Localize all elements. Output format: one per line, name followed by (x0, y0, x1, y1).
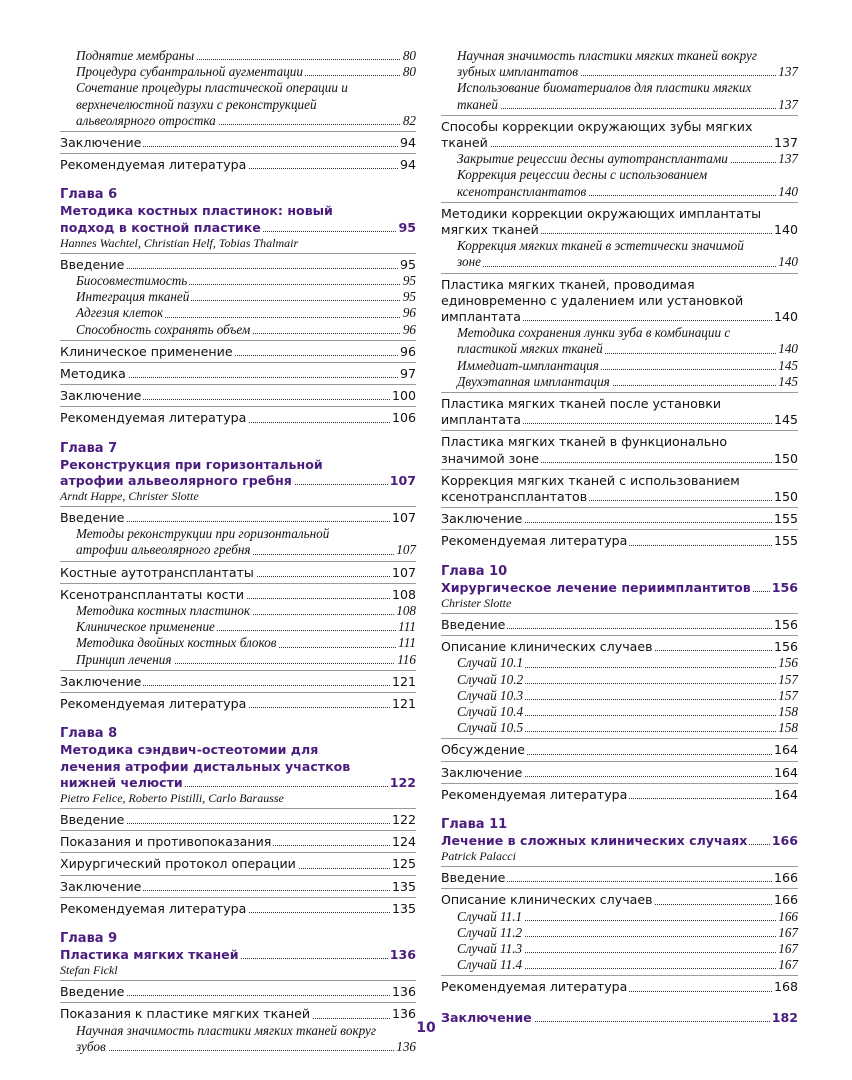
divider (441, 635, 798, 636)
toc-entry[interactable] (441, 533, 798, 549)
toc-entry-title: Пластика мягких тканей в функционально значимой зоне (441, 434, 728, 466)
toc-entry-page: 122 (391, 811, 416, 827)
toc-entry-page: 95 (402, 273, 416, 289)
toc-entry-title: Биосовместимость (76, 273, 188, 289)
divider (441, 202, 798, 203)
divider (441, 392, 798, 393)
toc-entry-page: 122 (389, 774, 416, 790)
toc-entry[interactable] (60, 344, 416, 360)
toc-entry-title: Использование биоматериалов для пластики мягких тканей (457, 80, 752, 112)
toc-entry-title: Методика (60, 366, 126, 382)
toc-entry-title: Обсуждение (441, 742, 526, 758)
toc-entry-title: Рекомендуемая литература (441, 786, 628, 802)
toc-entry-page: 164 (773, 742, 798, 758)
toc-entry-title: Коррекция мягких тканей в эстетически значимой зоне (457, 238, 744, 270)
toc-entry-page: 157 (778, 671, 798, 687)
toc-entry-title: Заключение (60, 135, 142, 151)
toc-entry[interactable] (60, 856, 416, 872)
toc-entry-title: Закрытие рецессии десны аутотрансплантами (457, 151, 728, 167)
toc-entry-page: 107 (391, 510, 416, 526)
toc-entry[interactable] (60, 674, 416, 690)
toc-entry-page: 135 (391, 900, 416, 916)
chapter-authors: Patrick Palacci (441, 849, 516, 864)
toc-entry-page: 136 (396, 1038, 416, 1054)
divider (60, 830, 416, 831)
toc-entry-page: 167 (778, 924, 798, 940)
toc-entry-page: 96 (402, 321, 416, 337)
toc-entry-page: 121 (391, 673, 416, 689)
toc-entry[interactable] (457, 151, 798, 167)
toc-entry-page: 111 (398, 619, 416, 635)
toc-entry-title: Случай 11.3 (457, 940, 523, 956)
toc-entry-page: 166 (773, 892, 798, 908)
toc-entry-page: 82 (402, 112, 416, 128)
toc-entry-page: 167 (778, 940, 798, 956)
toc-entry-page: 107 (391, 564, 416, 580)
toc-entry[interactable] (60, 257, 416, 273)
divider (441, 888, 798, 889)
toc-entry[interactable] (76, 305, 416, 321)
chapter-title: Хирургическое лечение периимплантитов (441, 579, 751, 595)
toc-entry[interactable] (457, 48, 798, 80)
toc-entry-page: 140 (778, 183, 798, 199)
divider (441, 469, 798, 470)
toc-entry[interactable] (457, 925, 798, 941)
toc-entry-page: 95 (402, 289, 416, 305)
toc-entry[interactable] (457, 909, 798, 925)
toc-entry-title: Заключение (60, 878, 142, 894)
toc-entry-page: 158 (778, 720, 798, 736)
toc-entry[interactable] (441, 617, 798, 633)
toc-entry-page: 121 (391, 696, 416, 712)
toc-entry[interactable] (457, 238, 798, 270)
toc-entry-page: 145 (778, 357, 798, 373)
toc-entry[interactable] (60, 587, 416, 603)
divider (60, 340, 416, 341)
toc-entry-title: Методика сохранения лунки зуба в комбинации с пластикой мягких тканей (457, 325, 731, 357)
toc-entry-title: Случай 10.1 (457, 655, 524, 671)
divider (441, 783, 798, 784)
divider (60, 362, 416, 363)
toc-entry[interactable] (76, 603, 416, 619)
divider (60, 406, 416, 407)
toc-entry[interactable] (457, 80, 798, 112)
toc-entry-page: 166 (771, 832, 798, 848)
divider (60, 852, 416, 853)
dot-leader (457, 266, 798, 267)
toc-entry-page: 137 (778, 151, 798, 167)
chapter-title-entry[interactable] (60, 947, 416, 963)
chapter-authors: Hannes Wachtel, Christian Helf, Tobias Thalmair (60, 235, 299, 250)
toc-entry[interactable] (441, 473, 798, 505)
toc-entry[interactable] (60, 901, 416, 917)
toc-entry[interactable] (441, 206, 798, 238)
toc-entry[interactable] (457, 655, 798, 671)
toc-entry-title: Методика двойных костных блоков (76, 635, 277, 651)
toc-entry[interactable] (76, 48, 416, 64)
toc-entry[interactable] (457, 704, 798, 720)
toc-entry-page: 155 (773, 511, 798, 527)
toc-entry-page: 107 (389, 472, 416, 488)
toc-entry[interactable] (76, 1023, 416, 1055)
toc-entry[interactable] (441, 511, 798, 527)
toc-entry-title: Адгезия клеток (76, 305, 164, 321)
toc-entry-title: Случай 10.5 (457, 720, 524, 736)
toc-entry-title: Введение (60, 256, 125, 272)
toc-entry-page: 96 (402, 305, 416, 321)
divider (441, 975, 798, 976)
dot-leader (441, 146, 798, 147)
toc-entry[interactable] (76, 80, 416, 129)
divider (60, 153, 416, 154)
toc-entry-title: Пластика мягких тканей, проводимая единовременно с удалением или установкой имплантата (441, 276, 744, 325)
toc-entry-title: Введение (60, 984, 125, 1000)
toc-entry-title: Рекомендуемая литература (60, 157, 247, 173)
toc-entry[interactable] (457, 374, 798, 390)
toc-entry[interactable] (76, 619, 416, 635)
toc-entry-page: 96 (399, 343, 416, 359)
toc-entry-page: 107 (396, 542, 416, 558)
toc-entry[interactable] (60, 812, 416, 828)
divider (60, 980, 416, 981)
divider (60, 384, 416, 385)
toc-entry[interactable] (60, 984, 416, 1000)
toc-entry-page: 94 (399, 157, 416, 173)
toc-entry-title: Рекомендуемая литература (441, 533, 628, 549)
toc-entry[interactable] (60, 834, 416, 850)
toc-entry-page: 95 (399, 256, 416, 272)
toc-entry-title: Заключение (60, 388, 142, 404)
toc-entry-page: 116 (397, 651, 416, 667)
toc-entry-page: 145 (773, 412, 798, 428)
toc-entry-title: Введение (441, 870, 506, 886)
chapter-authors: Pietro Felice, Roberto Pistilli, Carlo Barausse (60, 790, 284, 805)
toc-entry[interactable] (441, 119, 798, 151)
toc-entry-title: Описание клинических случаев (441, 892, 653, 908)
chapter-label: Глава 6 (60, 187, 118, 203)
toc-entry-title: Коррекция рецессии десны с использованием ксенотрансплантатов (457, 167, 708, 199)
toc-entry-page: 156 (773, 639, 798, 655)
divider (60, 875, 416, 876)
divider (441, 866, 798, 867)
toc-entry[interactable] (60, 388, 416, 404)
toc-entry-title: Показания и противопоказания (60, 834, 272, 850)
toc-entry-title: Случай 11.2 (457, 924, 523, 940)
toc-entry-page: 157 (778, 687, 798, 703)
toc-entry-page: 140 (778, 254, 798, 270)
toc-entry-page: 137 (773, 135, 798, 151)
toc-entry[interactable] (60, 565, 416, 581)
toc-entry[interactable] (76, 526, 416, 558)
chapter-title-entry[interactable] (60, 203, 416, 235)
page-number: 10 (416, 1020, 436, 1036)
toc-entry[interactable] (76, 273, 416, 289)
toc-entry-page: 156 (771, 579, 798, 595)
toc-entry-title: Рекомендуемая литература (441, 979, 628, 995)
toc-entry-title: Пластика мягких тканей после установки имплантата (441, 396, 722, 428)
toc-entry[interactable] (60, 157, 416, 173)
divider (60, 131, 416, 132)
chapter-title-entry[interactable] (60, 742, 416, 791)
toc-entry-page: 108 (391, 586, 416, 602)
toc-entry-title: Интеграция тканей (76, 289, 190, 305)
toc-entry-page: 136 (389, 946, 416, 962)
toc-entry[interactable] (457, 325, 798, 357)
toc-entry-page: 164 (773, 786, 798, 802)
toc-entry[interactable] (60, 135, 416, 151)
toc-entry-page: 95 (398, 219, 416, 235)
chapter-title-entry[interactable] (441, 833, 798, 849)
divider (441, 613, 798, 614)
toc-entry-page: 97 (399, 366, 416, 382)
chapter-title: Методика костных пластинок: новый подход в костной пластике (60, 203, 333, 235)
toc-entry-page: 150 (773, 450, 798, 466)
dot-leader (76, 1050, 416, 1051)
toc-entry[interactable] (60, 410, 416, 426)
toc-entry-page: 155 (773, 533, 798, 549)
toc-entry-page: 136 (391, 1006, 416, 1022)
toc-entry-page: 168 (773, 979, 798, 995)
toc-entry-title: Заключение (441, 511, 523, 527)
toc-entry-page: 145 (778, 373, 798, 389)
toc-entry-page: 135 (391, 878, 416, 894)
divider (441, 761, 798, 762)
divider (60, 670, 416, 671)
divider (441, 507, 798, 508)
toc-entry-page: 150 (773, 489, 798, 505)
toc-entry-page: 100 (391, 388, 416, 404)
divider (60, 506, 416, 507)
toc-entry[interactable] (76, 652, 416, 668)
toc-entry-title: Научная значимость пластики мягких тканей вокруг зубных имплантатов (457, 48, 758, 80)
toc-entry-page: 140 (773, 309, 798, 325)
toc-entry-title: Заключение (441, 764, 523, 780)
divider (60, 897, 416, 898)
toc-entry-page: 94 (399, 135, 416, 151)
toc-entry[interactable] (457, 941, 798, 957)
toc-entry-page: 125 (391, 856, 416, 872)
toc-entry-title: Заключение (441, 1009, 532, 1025)
toc-entry-page: 140 (773, 222, 798, 238)
toc-entry-page: 124 (391, 834, 416, 850)
divider (441, 115, 798, 116)
chapter-authors: Arndt Happe, Christer Slotte (60, 489, 199, 504)
divider (441, 529, 798, 530)
toc-entry-page: 167 (778, 957, 798, 973)
divider (60, 253, 416, 254)
toc-entry-title: Поднятие мембраны (76, 48, 195, 63)
toc-entry-title: Показания к пластике мягких тканей (60, 1006, 311, 1022)
toc-entry-page: 80 (402, 64, 416, 80)
divider (60, 583, 416, 584)
toc-entry[interactable] (441, 639, 798, 655)
toc-entry-page: 182 (771, 1009, 798, 1025)
toc-entry-title: Научная значимость пластики мягких тканей вокруг зубов (76, 1022, 377, 1054)
toc-entry[interactable] (441, 396, 798, 428)
toc-entry-title: Ксенотрансплантаты кости (60, 586, 245, 602)
toc-entry-title: Клиническое применение (60, 343, 233, 359)
chapter-title: Пластика мягких тканей (60, 946, 239, 962)
toc-entry[interactable] (60, 510, 416, 526)
toc-entry-page: 140 (778, 341, 798, 357)
toc-entry[interactable] (76, 322, 416, 338)
toc-entry[interactable] (441, 979, 798, 995)
toc-entry-title: Случай 11.1 (457, 908, 523, 924)
toc-entry-title: Хирургический протокол операции (60, 856, 296, 872)
toc-entry[interactable] (441, 742, 798, 758)
toc-entry-title: Процедура субантральной аугментации (76, 64, 303, 80)
toc-entry-page: 136 (391, 984, 416, 1000)
toc-entry[interactable] (457, 720, 798, 736)
toc-entry-title: Случай 10.2 (457, 671, 524, 687)
toc-entry-page: 137 (778, 96, 798, 112)
toc-entry[interactable] (457, 672, 798, 688)
chapter-label: Глава 10 (441, 563, 508, 579)
toc-entry-page: 166 (773, 870, 798, 886)
toc-entry-page: 164 (773, 764, 798, 780)
toc-right-column (441, 48, 798, 1026)
divider (60, 1002, 416, 1003)
toc-left-column (60, 48, 416, 1055)
toc-entry[interactable] (441, 765, 798, 781)
toc-entry-title: Принцип лечения (76, 651, 172, 667)
toc-entry-title: Описание клинических случаев (441, 639, 653, 655)
toc-entry[interactable] (60, 366, 416, 382)
divider (60, 561, 416, 562)
toc-entry-page: 80 (402, 48, 416, 63)
toc-entry[interactable] (441, 277, 798, 326)
divider (60, 808, 416, 809)
toc-entry-page: 111 (398, 635, 416, 651)
toc-entry-title: Случай 11.4 (457, 957, 523, 973)
toc-entry[interactable] (76, 289, 416, 305)
dot-leader (457, 108, 798, 109)
divider (441, 738, 798, 739)
toc-entry[interactable] (441, 892, 798, 908)
toc-entry-title: Коррекция мягких тканей с использованием ксенотрансплантатов (441, 472, 740, 505)
toc-entry-title: Костные аутотрансплантаты (60, 564, 254, 580)
toc-entry[interactable] (457, 167, 798, 199)
chapter-title: Методика сэндвич-остеотомии для лечения атрофии дистальных участков нижней челюсти (60, 742, 351, 790)
toc-entry-title: Введение (60, 811, 125, 827)
toc-entry[interactable] (441, 434, 798, 466)
chapter-authors: Christer Slotte (441, 595, 512, 610)
toc-entry[interactable] (76, 635, 416, 651)
toc-entry-title: Случай 10.4 (457, 703, 524, 719)
toc-entry-page: 156 (773, 616, 798, 632)
toc-entry-page: 166 (778, 908, 798, 924)
toc-entry-page: 108 (396, 603, 416, 619)
toc-entry[interactable] (76, 64, 416, 80)
chapter-label: Глава 7 (60, 440, 118, 456)
toc-entry-title: Двухэтапная имплантация (457, 373, 610, 389)
toc-entry-title: Рекомендуемая литература (60, 410, 247, 426)
chapter-title: Реконструкция при горизонтальной атрофии альвеолярного гребня (60, 456, 323, 488)
toc-entry-title: Заключение (60, 673, 142, 689)
toc-entry-title: Способы коррекции окружающих зубы мягких тканей (441, 118, 753, 151)
chapter-title-entry[interactable] (60, 457, 416, 489)
toc-entry-title: Рекомендуемая литература (60, 900, 247, 916)
toc-entry[interactable] (457, 957, 798, 973)
toc-entry-title: Введение (441, 616, 506, 632)
toc-entry[interactable] (441, 787, 798, 803)
toc-entry-title: Сочетание процедуры пластической операции и верхнечелюстной пазухи с реконструкцией альвеолярного отростка (76, 80, 348, 128)
toc-entry-page: 137 (778, 64, 798, 80)
chapter-label: Глава 8 (60, 726, 118, 742)
toc-entry-title: Методика костных пластинок (76, 603, 251, 619)
toc-entry-title: Клиническое применение (76, 619, 215, 635)
toc-entry-title: Иммедиат-имплантация (457, 357, 599, 373)
divider (441, 273, 798, 274)
toc-entry-title: Введение (60, 510, 125, 526)
toc-entry[interactable] (457, 688, 798, 704)
toc-entry-page: 106 (391, 410, 416, 426)
toc-entry-title: Способность сохранять объем (76, 321, 251, 337)
divider (441, 430, 798, 431)
toc-entry-page: 156 (778, 655, 798, 671)
toc-entry-title: Случай 10.3 (457, 687, 524, 703)
toc-entry-title: Методы реконструкции при горизонтальной атрофии альвеолярного гребня (76, 526, 330, 558)
toc-entry-page: 158 (778, 703, 798, 719)
toc-entry[interactable] (441, 870, 798, 886)
toc-entry-title: Рекомендуемая литература (60, 696, 247, 712)
chapter-title-entry[interactable] (441, 580, 798, 596)
divider (60, 692, 416, 693)
chapter-authors: Stefan Fickl (60, 963, 118, 978)
toc-entry[interactable] (457, 358, 798, 374)
toc-entry[interactable] (60, 696, 416, 712)
toc-entry-title: Методики коррекции окружающих имплантаты мягких тканей (441, 205, 762, 238)
chapter-label: Глава 11 (441, 816, 508, 832)
chapter-title: Лечение в сложных клинических случаях (441, 832, 748, 848)
chapter-label: Глава 9 (60, 930, 118, 946)
toc-entry[interactable] (60, 879, 416, 895)
